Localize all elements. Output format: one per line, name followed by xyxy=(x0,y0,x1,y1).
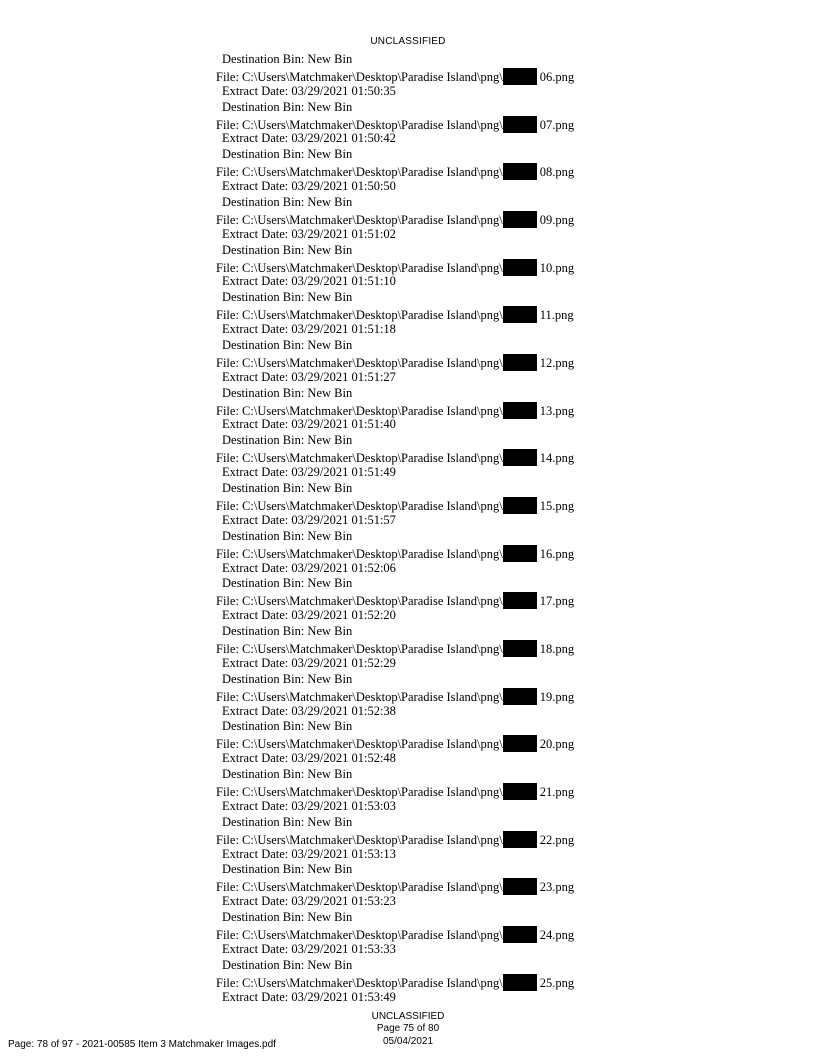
file-path-prefix: File: C:\Users\Matchmaker\Desktop\Paradise Island\png\ xyxy=(216,880,503,895)
redaction-block xyxy=(503,211,537,228)
file-path-line xyxy=(0,259,816,275)
file-name-suffix: 23.png xyxy=(539,880,575,895)
file-path-prefix: File: C:\Users\Matchmaker\Desktop\Paradise Island\png\ xyxy=(216,737,503,752)
file-path-prefix: File: C:\Users\Matchmaker\Desktop\Paradise Island\png\ xyxy=(216,308,503,323)
file-path-line xyxy=(0,449,816,465)
file-path-prefix: File: C:\Users\Matchmaker\Desktop\Paradise Island\png\ xyxy=(216,975,503,990)
redaction-block xyxy=(503,116,537,133)
file-path-prefix: File: C:\Users\Matchmaker\Desktop\Paradise Island\png\ xyxy=(216,355,503,370)
extract-date-line: Extract Date: 03/29/2021 01:52:06 xyxy=(222,560,396,575)
file-path-line xyxy=(0,640,816,656)
extract-date-line: Extract Date: 03/29/2021 01:50:42 xyxy=(222,131,396,146)
destination-bin-line: Destination Bin: New Bin xyxy=(222,290,353,305)
extract-date-line: Extract Date: 03/29/2021 01:53:13 xyxy=(222,846,396,861)
destination-bin-line: Destination Bin: New Bin xyxy=(222,862,353,877)
file-name-suffix: 20.png xyxy=(539,737,575,752)
extract-date-line: Extract Date: 03/29/2021 01:52:20 xyxy=(222,608,396,623)
file-path-prefix: File: C:\Users\Matchmaker\Desktop\Paradise Island\png\ xyxy=(216,832,503,847)
extract-date-line: Extract Date: 03/29/2021 01:52:48 xyxy=(222,751,396,766)
file-path-prefix: File: C:\Users\Matchmaker\Desktop\Paradise Island\png\ xyxy=(216,260,503,275)
destination-bin-line: Destination Bin: New Bin xyxy=(222,910,353,925)
extract-date-line: Extract Date: 03/29/2021 01:51:40 xyxy=(222,417,396,432)
redaction-block xyxy=(503,545,537,562)
file-path-line xyxy=(0,211,816,227)
redaction-block xyxy=(503,688,537,705)
destination-bin-line: Destination Bin: New Bin xyxy=(222,528,353,543)
destination-bin-line: Destination Bin: New Bin xyxy=(222,195,353,210)
extract-date-line: Extract Date: 03/29/2021 01:53:03 xyxy=(222,798,396,813)
file-name-suffix: 06.png xyxy=(539,69,575,84)
file-name-suffix: 18.png xyxy=(539,641,575,656)
extract-date-line: Extract Date: 03/29/2021 01:50:35 xyxy=(222,83,396,98)
destination-bin-line: Destination Bin: New Bin xyxy=(222,433,353,448)
destination-bin-line: Destination Bin: New Bin xyxy=(222,719,353,734)
redaction-block xyxy=(503,306,537,323)
footer-classification: UNCLASSIFIED xyxy=(371,1011,445,1022)
destination-bin-line: Destination Bin: New Bin xyxy=(222,338,353,353)
file-path-prefix: File: C:\Users\Matchmaker\Desktop\Paradise Island\png\ xyxy=(216,641,503,656)
file-path-line xyxy=(0,592,816,608)
redaction-block xyxy=(503,449,537,466)
file-name-suffix: 25.png xyxy=(539,975,575,990)
file-path-line xyxy=(0,831,816,847)
file-name-suffix: 21.png xyxy=(539,784,575,799)
destination-bin-line: Destination Bin: New Bin xyxy=(222,481,353,496)
extract-date-line: Extract Date: 03/29/2021 01:51:10 xyxy=(222,274,396,289)
file-name-suffix: 19.png xyxy=(539,689,575,704)
file-path-line xyxy=(0,497,816,513)
extract-date-line: Extract Date: 03/29/2021 01:52:38 xyxy=(222,703,396,718)
file-path-prefix: File: C:\Users\Matchmaker\Desktop\Paradise Island\png\ xyxy=(216,689,503,704)
file-path-line xyxy=(0,974,816,990)
file-name-suffix: 11.png xyxy=(539,308,574,323)
file-path-line xyxy=(0,878,816,894)
file-path-prefix: File: C:\Users\Matchmaker\Desktop\Paradise Island\png\ xyxy=(216,594,503,609)
redaction-block xyxy=(503,926,537,943)
redaction-block xyxy=(503,640,537,657)
file-path-line xyxy=(0,306,816,322)
extract-date-line: Extract Date: 03/29/2021 01:53:23 xyxy=(222,894,396,909)
file-name-suffix: 24.png xyxy=(539,927,575,942)
destination-bin-line: Destination Bin: New Bin xyxy=(222,99,353,114)
redaction-block xyxy=(503,259,537,276)
file-name-suffix: 17.png xyxy=(539,594,575,609)
file-name-suffix: 09.png xyxy=(539,212,575,227)
destination-bin-line: Destination Bin: New Bin xyxy=(222,242,353,257)
footer-page-number: Page 75 of 80 xyxy=(376,1023,440,1034)
redaction-block xyxy=(503,592,537,609)
extract-date-line: Extract Date: 03/29/2021 01:51:27 xyxy=(222,369,396,384)
redaction-block xyxy=(503,783,537,800)
extract-date-line: Extract Date: 03/29/2021 01:51:18 xyxy=(222,322,396,337)
file-path-prefix: File: C:\Users\Matchmaker\Desktop\Paradise Island\png\ xyxy=(216,69,503,84)
file-path-line xyxy=(0,688,816,704)
file-path-line xyxy=(0,354,816,370)
redaction-block xyxy=(503,354,537,371)
redaction-block xyxy=(503,163,537,180)
footer-date: 05/04/2021 xyxy=(382,1036,434,1047)
extract-log xyxy=(0,52,816,1005)
destination-bin-line: Destination Bin: New Bin xyxy=(222,147,353,162)
file-name-suffix: 07.png xyxy=(539,117,575,132)
redaction-block xyxy=(503,497,537,514)
destination-bin-line: Destination Bin: New Bin xyxy=(222,814,353,829)
extract-date-line: Extract Date: 03/29/2021 01:53:49 xyxy=(222,989,396,1004)
file-name-suffix: 13.png xyxy=(539,403,575,418)
redaction-block xyxy=(503,974,537,991)
file-name-suffix: 16.png xyxy=(539,546,575,561)
destination-bin-line: Destination Bin: New Bin xyxy=(222,385,353,400)
file-path-line xyxy=(0,163,816,179)
file-path-prefix: File: C:\Users\Matchmaker\Desktop\Paradise Island\png\ xyxy=(216,165,503,180)
destination-bin-line: Destination Bin: New Bin xyxy=(222,957,353,972)
redaction-block xyxy=(503,735,537,752)
redaction-block xyxy=(503,68,537,85)
file-path-prefix: File: C:\Users\Matchmaker\Desktop\Paradise Island\png\ xyxy=(216,927,503,942)
file-name-suffix: 14.png xyxy=(539,451,575,466)
file-path-line xyxy=(0,735,816,751)
pdf-page-info: Page: 78 of 97 - 2021-00585 Item 3 Matchmaker Images.pdf xyxy=(8,1039,276,1050)
file-path-prefix: File: C:\Users\Matchmaker\Desktop\Paradise Island\png\ xyxy=(216,498,503,513)
file-path-line xyxy=(0,545,816,561)
file-path-line xyxy=(0,116,816,132)
file-name-suffix: 15.png xyxy=(539,498,575,513)
file-path-line xyxy=(0,926,816,942)
redaction-block xyxy=(503,402,537,419)
destination-bin-line: Destination Bin: New Bin xyxy=(222,767,353,782)
extract-date-line: Extract Date: 03/29/2021 01:53:33 xyxy=(222,941,396,956)
destination-bin-line: Destination Bin: New Bin xyxy=(222,576,353,591)
file-path-line xyxy=(0,402,816,418)
extract-date-line: Extract Date: 03/29/2021 01:51:02 xyxy=(222,226,396,241)
file-path-prefix: File: C:\Users\Matchmaker\Desktop\Paradise Island\png\ xyxy=(216,451,503,466)
file-path-line xyxy=(0,783,816,799)
destination-bin-line: Destination Bin: New Bin xyxy=(222,52,353,66)
file-path-prefix: File: C:\Users\Matchmaker\Desktop\Paradise Island\png\ xyxy=(216,117,503,132)
file-path-prefix: File: C:\Users\Matchmaker\Desktop\Paradise Island\png\ xyxy=(216,546,503,561)
extract-date-line: Extract Date: 03/29/2021 01:51:57 xyxy=(222,512,396,527)
redaction-block xyxy=(503,831,537,848)
extract-date-line: Extract Date: 03/29/2021 01:51:49 xyxy=(222,465,396,480)
file-path-line xyxy=(0,68,816,84)
destination-bin-line: Destination Bin: New Bin xyxy=(222,624,353,639)
extract-date-line: Extract Date: 03/29/2021 01:52:29 xyxy=(222,655,396,670)
redaction-block xyxy=(503,878,537,895)
header-classification: UNCLASSIFIED xyxy=(370,36,446,47)
destination-bin-line: Destination Bin: New Bin xyxy=(222,671,353,686)
file-name-suffix: 10.png xyxy=(539,260,575,275)
file-path-prefix: File: C:\Users\Matchmaker\Desktop\Paradise Island\png\ xyxy=(216,403,503,418)
file-name-suffix: 12.png xyxy=(539,355,575,370)
file-name-suffix: 22.png xyxy=(539,832,575,847)
extract-date-line: Extract Date: 03/29/2021 01:50:50 xyxy=(222,179,396,194)
file-path-prefix: File: C:\Users\Matchmaker\Desktop\Paradise Island\png\ xyxy=(216,784,503,799)
file-path-prefix: File: C:\Users\Matchmaker\Desktop\Paradise Island\png\ xyxy=(216,212,503,227)
file-name-suffix: 08.png xyxy=(539,165,575,180)
